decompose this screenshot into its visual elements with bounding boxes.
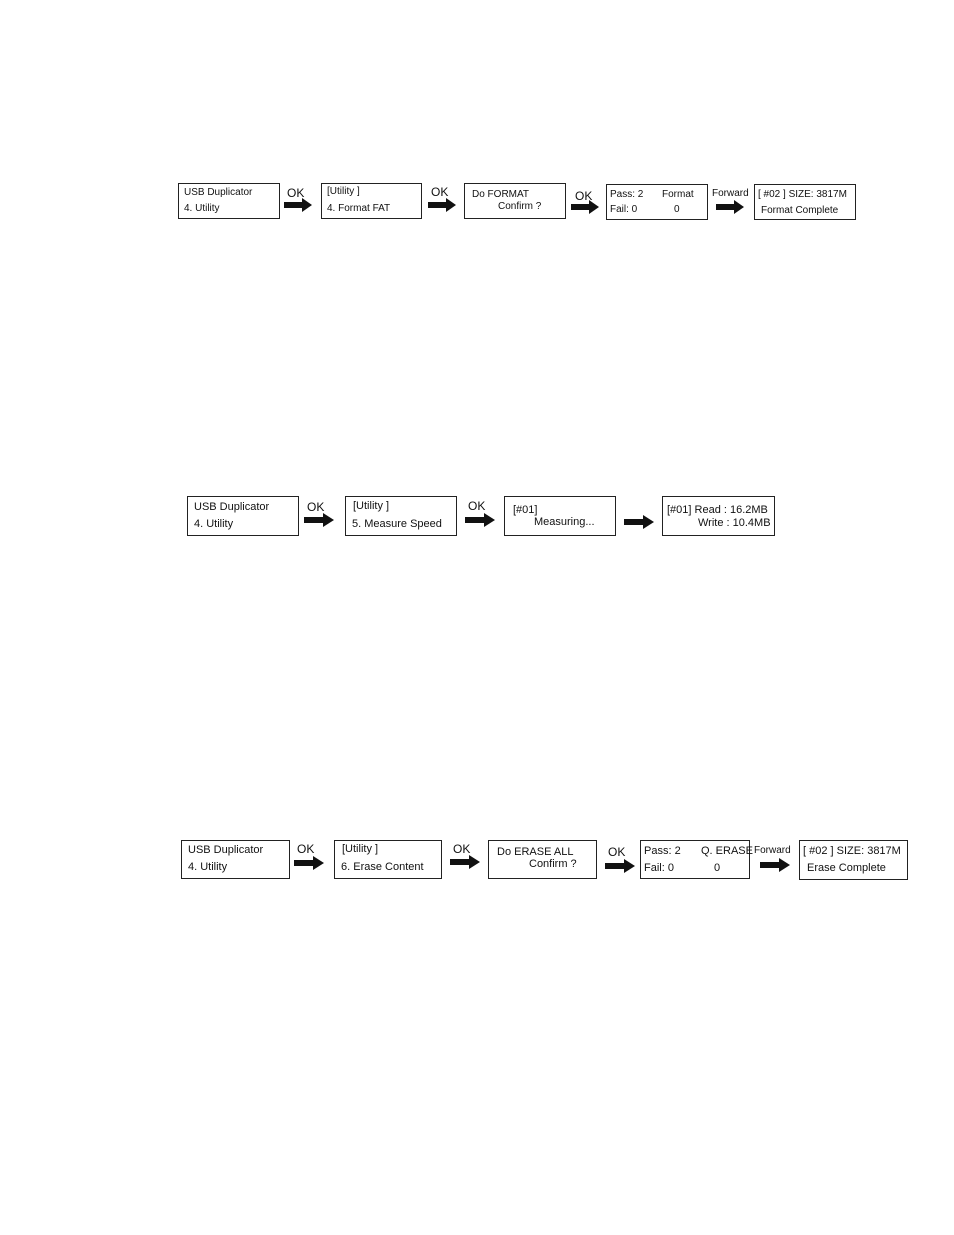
arrow-label: OK <box>468 499 486 513</box>
lcd-screen-complete <box>754 184 856 220</box>
lcd-fail: Fail: 0 <box>610 204 638 215</box>
lcd-pass: Pass: 2 <box>610 189 644 200</box>
lcd-line-2: 4. Utility <box>184 203 220 214</box>
lcd-screen-measuring <box>504 496 616 536</box>
arrow-label: Forward <box>712 188 749 199</box>
lcd-pass: Pass: 2 <box>644 845 681 857</box>
arrow-label: OK <box>453 842 471 856</box>
lcd-line-1: [Utility ] <box>342 843 379 855</box>
lcd-line-2: Write : 10.4MB <box>698 517 771 529</box>
right-arrow-icon <box>304 513 334 527</box>
arrow-label: OK <box>297 842 315 856</box>
arrow-label: OK <box>431 185 449 199</box>
lcd-line-1: [Utility ] <box>327 186 360 197</box>
arrow-label: OK <box>608 845 626 859</box>
lcd-screen-confirm <box>488 840 597 879</box>
lcd-mode: Format <box>662 189 694 200</box>
lcd-fail: Fail: 0 <box>644 862 674 874</box>
lcd-line-1: [Utility ] <box>353 500 390 512</box>
lcd-screen-utility-menu <box>334 840 442 879</box>
lcd-line-1: [ #02 ] SIZE: 3817M <box>803 845 901 857</box>
right-arrow-icon <box>284 198 312 212</box>
lcd-line-2: 4. Utility <box>188 861 228 873</box>
lcd-line-2: Erase Complete <box>807 862 886 874</box>
lcd-line-2: 6. Erase Content <box>341 861 424 873</box>
arrow-label: OK <box>287 186 305 200</box>
right-arrow-icon <box>428 198 456 212</box>
lcd-screen-confirm <box>464 183 566 219</box>
right-arrow-icon <box>571 200 599 214</box>
lcd-screen-main-menu <box>178 183 280 219</box>
lcd-mode: Q. ERASE <box>701 845 753 857</box>
lcd-line-2: 5. Measure Speed <box>352 518 442 530</box>
right-arrow-icon <box>716 200 744 214</box>
lcd-line-2: Measuring... <box>534 516 595 528</box>
right-arrow-icon <box>465 513 495 527</box>
lcd-line-2: Confirm ? <box>529 858 577 870</box>
lcd-line-2: Confirm ? <box>498 201 542 212</box>
lcd-line-1: [#01] <box>513 504 538 516</box>
lcd-screen-main-menu <box>181 840 290 879</box>
lcd-screen-result <box>606 184 708 220</box>
lcd-line-2: Format Complete <box>761 205 839 216</box>
lcd-screen-main-menu <box>187 496 299 536</box>
lcd-line-1: Do ERASE ALL <box>497 846 574 858</box>
lcd-fail-count: 0 <box>674 204 680 215</box>
right-arrow-icon <box>605 859 635 873</box>
lcd-line-1: USB Duplicator <box>184 187 253 198</box>
lcd-fail-count: 0 <box>714 862 721 874</box>
lcd-screen-result <box>640 840 753 879</box>
right-arrow-icon <box>624 515 654 529</box>
arrow-label: Forward <box>754 845 791 856</box>
right-arrow-icon <box>760 858 790 872</box>
arrow-label: OK <box>307 500 325 514</box>
arrow-label: OK <box>575 189 593 203</box>
lcd-line-2: 4. Utility <box>194 518 234 530</box>
lcd-line-1: Do FORMAT <box>472 189 530 200</box>
lcd-line-1: USB Duplicator <box>188 844 264 856</box>
lcd-screen-complete <box>799 840 908 880</box>
lcd-screen-utility-menu <box>345 496 457 536</box>
right-arrow-icon <box>294 856 324 870</box>
lcd-line-1: [ #02 ] SIZE: 3817M <box>758 189 847 200</box>
lcd-line-2: 4. Format FAT <box>327 203 391 214</box>
lcd-screen-speed-result <box>662 496 775 536</box>
lcd-line-1: USB Duplicator <box>194 501 270 513</box>
lcd-line-1: [#01] Read : 16.2MB <box>667 504 768 516</box>
lcd-screen-utility-menu <box>321 183 422 219</box>
right-arrow-icon <box>450 855 480 869</box>
